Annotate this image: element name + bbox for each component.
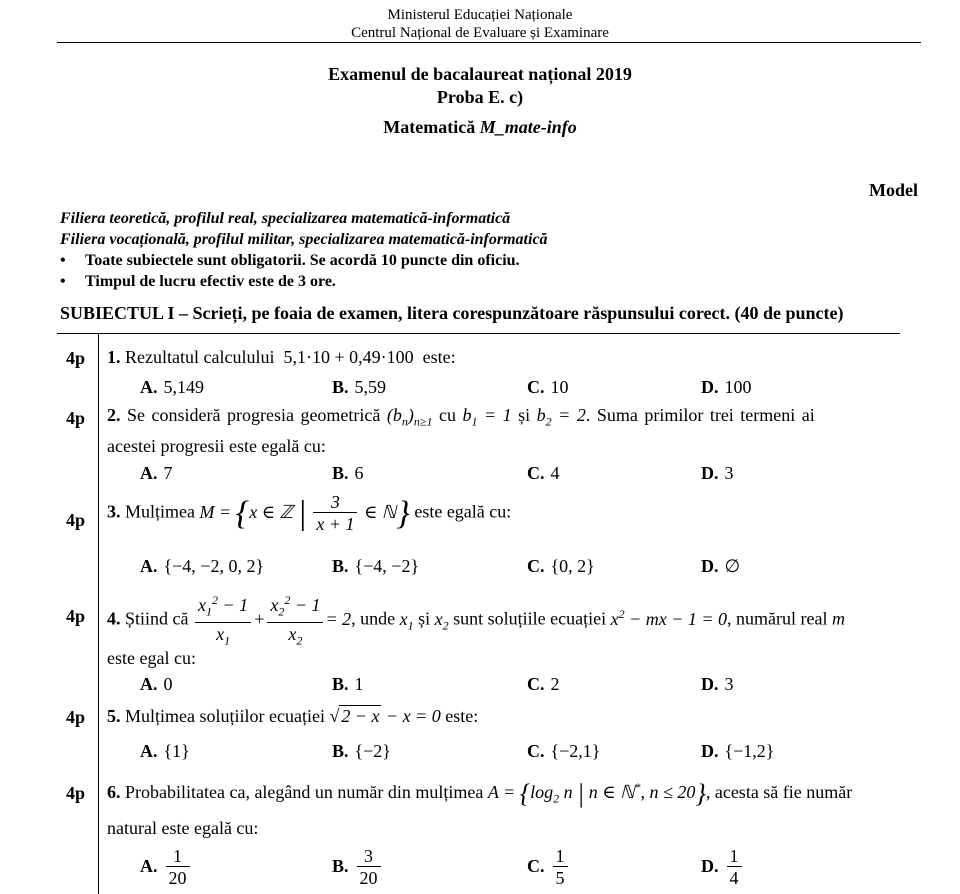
answer-value: 10 [550, 377, 569, 397]
instruction-bullet-1 [60, 252, 520, 270]
answer-value: ∅ [724, 556, 741, 576]
math-expression: $b_1 = 1$ [462, 405, 512, 429]
set-definition: M = {x ∈ ℤ | $\frac{3}{x + 1}$ ∈ ℕ} [199, 492, 410, 534]
question-text: cu [439, 405, 456, 425]
table-top-rule [57, 333, 900, 334]
question-text: sunt soluțiile ecuației [453, 608, 607, 629]
bullet-dot: • [60, 273, 66, 290]
answer-value: 2 [550, 674, 560, 694]
question-text: , unde [351, 608, 396, 629]
exam-title: Examenul de bacalaureat național 2019 [328, 64, 632, 84]
subiect-title: SUBIECTUL I – Scrieți, pe foaia de examen, litera corespunzătoare răspunsului corect. (40 de puncte) [60, 303, 844, 323]
question-number: 3. [107, 501, 121, 522]
question-number: 5. [107, 706, 121, 726]
answer-option [527, 377, 569, 398]
answer-option [701, 741, 774, 762]
question-text: este: [445, 706, 479, 726]
answer-letter: D. [701, 556, 719, 576]
subject-prefix: Matematică [383, 117, 480, 137]
answer-option [701, 556, 740, 577]
answer-letter: C. [527, 741, 545, 761]
answer-letter: C. [527, 855, 545, 876]
answer-letter: A. [140, 377, 158, 397]
answer-option [140, 377, 204, 398]
answer-option [140, 674, 173, 695]
points-q4: 4p [66, 606, 86, 626]
answer-letter: D. [701, 674, 719, 694]
subject-profile: M_mate-info [479, 117, 577, 137]
set-definition: $A = \{\log_2$ n | n ∈ ℕ*, n ≤ 20} [487, 778, 706, 808]
instruction-bullet-2 [60, 273, 336, 291]
answer-value: 4 [550, 463, 560, 483]
answer-value: 7 [163, 463, 173, 483]
question-6 [107, 780, 852, 807]
answer-letter: A. [140, 674, 158, 694]
answer-letter: D. [701, 855, 719, 876]
answer-value: {−2} [354, 741, 391, 761]
points-q1: 4p [66, 348, 86, 368]
question-text: Mulțimea [125, 501, 195, 522]
answer-letter: D. [701, 741, 719, 761]
fraction-numerator: 3 [357, 846, 381, 867]
answer-option [140, 741, 190, 762]
answer-option [701, 846, 744, 889]
exam-subject [0, 117, 960, 138]
points-q5: 4p [66, 707, 86, 727]
question-text: Se consideră progresia geometrică [127, 405, 381, 425]
answer-letter: C. [527, 556, 545, 576]
answer-letter: B. [332, 556, 349, 576]
answer-value: 0 [163, 674, 173, 694]
exam-proba: Proba E. c) [436, 87, 524, 107]
bullet-dot: • [60, 252, 66, 269]
question-number: 6. [107, 782, 121, 802]
question-text: Mulțimea soluțiilor ecuației [125, 706, 325, 726]
question-text: Rezultatul calculului [125, 347, 275, 367]
table-column-rule [98, 334, 99, 894]
question-text: . Suma primilor trei termeni ai [585, 405, 815, 425]
fraction-numerator: 1 [553, 846, 568, 867]
answer-option [332, 377, 386, 398]
answer-option [140, 846, 192, 889]
answer-option [527, 463, 560, 484]
question-text: , acesta să fie număr [705, 782, 853, 802]
answer-value: 3 [724, 463, 734, 483]
question-5 [107, 706, 478, 727]
answer-letter: B. [332, 463, 349, 483]
question-4 [107, 590, 897, 651]
answer-letter: C. [527, 377, 545, 397]
answer-value: 100 [724, 377, 752, 397]
answer-letter: D. [701, 463, 719, 483]
ministry-header: Ministerul Educației Naționale [387, 7, 573, 23]
points-q6: 4p [66, 783, 86, 803]
question-number: 4. [107, 608, 121, 629]
answer-letter: A. [140, 556, 158, 576]
answer-option [332, 556, 419, 577]
points-q2: 4p [66, 408, 86, 428]
answer-value: 3 [724, 674, 734, 694]
answer-value: {1} [163, 741, 190, 761]
question-number: 2. [107, 405, 121, 425]
answer-letter: A. [140, 463, 158, 483]
bullet-text-1: Toate subiectele sunt obligatorii. Se acordă 10 puncte din oficiu. [85, 252, 520, 269]
answer-value: {−4, −2} [354, 556, 420, 576]
question-text: Știind că [125, 608, 189, 629]
question-text: și [418, 608, 431, 629]
math-var: $x_2$ [434, 608, 449, 633]
answer-option [527, 741, 600, 762]
math-var: m [832, 608, 846, 629]
question-number: 1. [107, 347, 121, 367]
answer-option [527, 846, 570, 889]
answer-value: 6 [354, 463, 364, 483]
answer-letter: B. [332, 377, 349, 397]
fraction-denominator: 4 [729, 868, 739, 888]
question-text: este: [422, 347, 456, 367]
answer-value: {−1,2} [724, 741, 775, 761]
answer-letter: B. [332, 855, 349, 876]
bullet-text-2: Timpul de lucru efectiv este de 3 ore. [85, 273, 336, 290]
question-text: , numărul real [727, 608, 828, 629]
question-text: este egală cu: [414, 501, 512, 522]
answer-option [527, 556, 595, 577]
filiera-1: Filiera teoretică, profilul real, specializarea matematică-informatică [60, 210, 511, 227]
sequence-notation: $(b_n)_{n\ge 1}$ [386, 405, 433, 429]
answer-letter: B. [332, 674, 349, 694]
answer-value: {−2,1} [550, 741, 601, 761]
answer-option [701, 463, 734, 484]
answer-letter: A. [140, 741, 158, 761]
question-2 [107, 405, 892, 430]
math-var: $x_1$ [399, 608, 414, 633]
question-4-line2: este egal cu: [107, 648, 196, 668]
answer-letter: A. [140, 855, 158, 876]
answer-option [332, 741, 391, 762]
question-2-line2: acestei progresii este egală cu: [107, 436, 326, 456]
math-expression: $\frac{x_1^2 - 1}{x_1}$ + $\frac{x_2^2 - 1}{x_2}$ = 2 [193, 609, 351, 629]
answer-option [332, 463, 364, 484]
equation: $x^2$ − mx − 1 = 0 [610, 606, 728, 629]
center-header: Centrul Național de Evaluare și Examinare [351, 25, 609, 41]
fraction-denominator: 5 [555, 868, 565, 888]
math-expression: 5,1·10 + 0,49·100 [283, 347, 414, 367]
question-6-line2: natural este egală cu: [107, 818, 259, 838]
answer-letter: C. [527, 674, 545, 694]
question-text: Probabilitatea ca, alegând un număr din mulțimea [125, 782, 484, 802]
answer-option [701, 377, 752, 398]
answer-letter: B. [332, 741, 349, 761]
answer-value: {0, 2} [550, 556, 595, 576]
answer-option [332, 674, 364, 695]
fraction-numerator: 1 [727, 846, 742, 867]
question-text: și [518, 405, 531, 425]
fraction-numerator: 1 [166, 846, 190, 867]
question-1 [107, 347, 456, 368]
fraction-denominator: 20 [359, 868, 378, 888]
model-label: Model [869, 180, 918, 200]
header-divider [57, 42, 921, 43]
answer-option [140, 556, 264, 577]
question-3 [107, 492, 511, 535]
answer-letter: D. [701, 377, 719, 397]
answer-letter: C. [527, 463, 545, 483]
answer-value: 1 [354, 674, 364, 694]
answer-option [332, 846, 383, 889]
answer-value: 5,59 [354, 377, 387, 397]
filiera-2: Filiera vocațională, profilul militar, specializarea matematică-informatică [60, 231, 548, 248]
answer-value: {−4, −2, 0, 2} [163, 556, 265, 576]
answer-option [701, 674, 734, 695]
fraction-denominator: 20 [168, 868, 187, 888]
answer-value: 5,149 [163, 377, 204, 397]
math-expression: $b_2 = 2$ [536, 405, 586, 429]
answer-option [527, 674, 560, 695]
answer-option [140, 463, 173, 484]
points-q3: 4p [66, 510, 86, 530]
equation: √ 2 − x − x = 0 [329, 706, 441, 726]
